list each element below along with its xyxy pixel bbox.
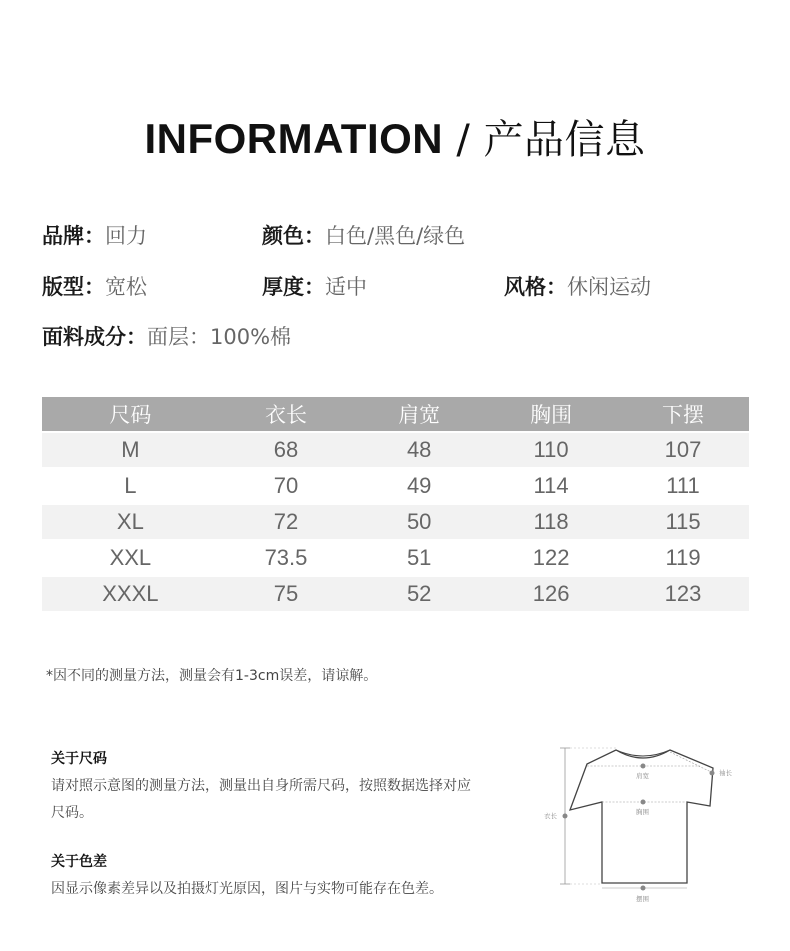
- table-cell: 48: [353, 431, 485, 467]
- fabric-label: 面料成分：: [42, 325, 147, 349]
- diagram-chest-label: 胸围: [636, 808, 649, 816]
- about-size-text: 请对照示意图的测量方法，测量出自身所需尺码，按照数据选择对应尺码。: [51, 778, 471, 821]
- about-color-text: 因显示像素差异以及拍摄灯光原因，图片与实物可能存在色差。: [51, 881, 443, 897]
- info-style: [504, 271, 651, 301]
- fit-value: 宽松: [105, 275, 147, 299]
- color-value: 白色/黑色/绿色: [325, 224, 466, 248]
- table-cell: 126: [485, 575, 617, 611]
- table-cell: 122: [485, 539, 617, 575]
- table-cell: 70: [219, 467, 354, 503]
- title-english: INFORMATION: [144, 115, 444, 162]
- info-fit: [42, 271, 147, 301]
- style-value: 休闲运动: [567, 275, 651, 299]
- thickness-label: 厚度：: [262, 275, 325, 299]
- table-cell: 49: [353, 467, 485, 503]
- table-cell: 75: [219, 575, 354, 611]
- diagram-hem-label: 摆围: [636, 895, 649, 903]
- header-chest: 胸围: [485, 397, 617, 431]
- table-cell: 115: [617, 503, 749, 539]
- tshirt-measurement-diagram: [530, 740, 770, 910]
- page-title: [0, 108, 790, 165]
- table-cell: 51: [353, 539, 485, 575]
- table-cell: M: [42, 431, 219, 467]
- color-label: 颜色：: [262, 224, 325, 248]
- diagram-sleeve-label: 袖长: [719, 769, 732, 777]
- tshirt-outline-icon: [570, 750, 713, 883]
- table-cell: L: [42, 467, 219, 503]
- about-color-title: 关于色差: [51, 854, 107, 870]
- info-fabric: [42, 321, 291, 351]
- brand-label: 品牌：: [42, 224, 105, 248]
- header-hem: 下摆: [617, 397, 749, 431]
- fabric-value: 面层：100%棉: [147, 325, 292, 349]
- diagram-shoulder-label: 肩宽: [636, 772, 649, 780]
- table-cell: XXL: [42, 539, 219, 575]
- table-row: [42, 467, 749, 503]
- thickness-value: 适中: [325, 275, 367, 299]
- measurement-note: *因不同的测量方法，测量会有1-3cm误差，请谅解。: [46, 668, 378, 684]
- fit-label: 版型：: [42, 275, 105, 299]
- table-cell: 50: [353, 503, 485, 539]
- info-thickness: [262, 271, 367, 301]
- table-row: [42, 575, 749, 611]
- table-cell: 52: [353, 575, 485, 611]
- title-chinese: 产品信息: [483, 117, 646, 163]
- info-color: [262, 220, 465, 250]
- table-cell: 114: [485, 467, 617, 503]
- header-shoulder: 肩宽: [353, 397, 485, 431]
- table-row: [42, 431, 749, 467]
- size-table: [42, 397, 749, 611]
- table-cell: 118: [485, 503, 617, 539]
- table-cell: 107: [617, 431, 749, 467]
- size-table-header: [42, 397, 749, 431]
- header-length: 衣长: [219, 397, 354, 431]
- table-cell: 73.5: [219, 539, 354, 575]
- brand-value: 回力: [105, 224, 147, 248]
- table-cell: 72: [219, 503, 354, 539]
- style-label: 风格：: [504, 275, 567, 299]
- title-separator: /: [443, 117, 484, 163]
- diagram-length-label: 衣长: [544, 812, 557, 820]
- header-size: 尺码: [42, 397, 219, 431]
- table-cell: 110: [485, 431, 617, 467]
- about-size-title: 关于尺码: [51, 751, 107, 767]
- table-cell: 68: [219, 431, 354, 467]
- table-cell: XXXL: [42, 575, 219, 611]
- table-cell: XL: [42, 503, 219, 539]
- table-row: [42, 539, 749, 575]
- table-cell: 111: [617, 467, 749, 503]
- table-row: [42, 503, 749, 539]
- table-cell: 123: [617, 575, 749, 611]
- table-cell: 119: [617, 539, 749, 575]
- info-brand: [42, 220, 147, 250]
